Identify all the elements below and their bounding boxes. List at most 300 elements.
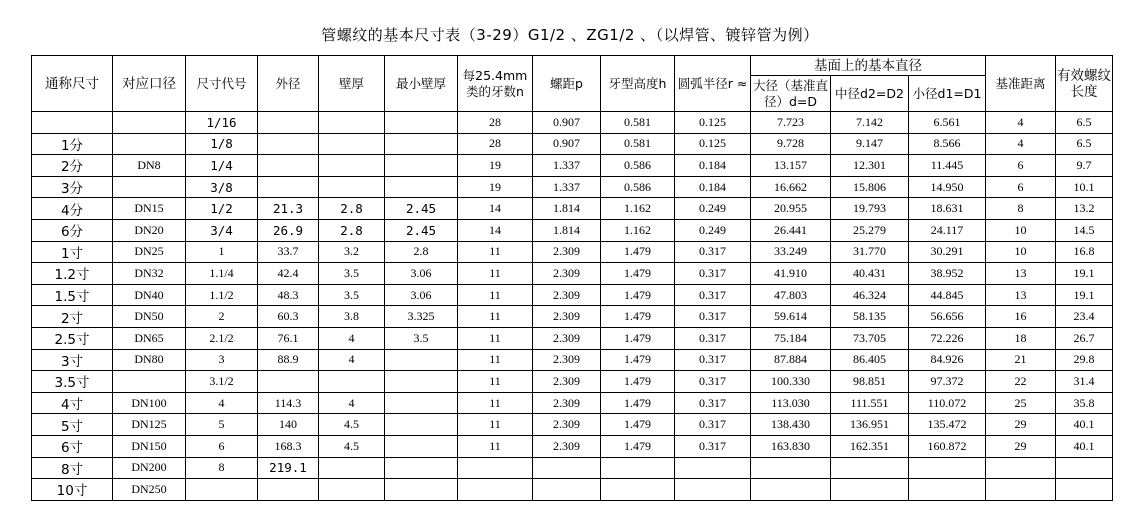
- cell-outer-diameter: 26.9: [258, 219, 319, 241]
- cell-pitch-diameter: 73.705: [831, 327, 909, 349]
- cell-pitch: 1.337: [533, 155, 601, 177]
- cell-major-diameter: 163.830: [751, 435, 831, 457]
- cell-pitch: 1.814: [533, 198, 601, 220]
- cell-reference-distance: 29: [986, 414, 1056, 436]
- cell-arc-radius: 0.317: [675, 284, 751, 306]
- header-basic-diameter-group: 基面上的基本直径: [751, 56, 986, 76]
- cell-dn: DN25: [113, 241, 186, 263]
- cell-dn: DN40: [113, 284, 186, 306]
- cell-dn: DN15: [113, 198, 186, 220]
- cell-arc-radius: 0.317: [675, 371, 751, 393]
- cell-pitch-diameter: 7.142: [831, 112, 909, 134]
- cell-outer-diameter: 219.1: [258, 457, 319, 479]
- cell-nominal-size: 3.5寸: [32, 371, 113, 393]
- cell-reference-distance: 29: [986, 435, 1056, 457]
- cell-major-diameter: 113.030: [751, 392, 831, 414]
- cell-pitch-diameter: 111.551: [831, 392, 909, 414]
- cell-arc-radius: [675, 479, 751, 501]
- cell-wall-thickness: 4: [319, 327, 385, 349]
- cell-dn: DN50: [113, 306, 186, 328]
- cell-minor-diameter: 84.926: [909, 349, 986, 371]
- cell-minor-diameter: 14.950: [909, 176, 986, 198]
- cell-pitch-diameter: 9.147: [831, 133, 909, 155]
- cell-nominal-size: 1.5寸: [32, 284, 113, 306]
- cell-arc-radius: 0.317: [675, 349, 751, 371]
- cell-arc-radius: 0.317: [675, 306, 751, 328]
- cell-effective-length: 19.1: [1056, 263, 1113, 285]
- header-min-wall: 最小壁厚: [385, 56, 458, 112]
- header-nominal-size: 通称尺寸: [32, 56, 113, 112]
- header-wall-thickness: 壁厚: [319, 56, 385, 112]
- cell-pitch: 1.814: [533, 219, 601, 241]
- cell-reference-distance: 10: [986, 241, 1056, 263]
- header-arc-radius: 圆弧半径r ≈: [675, 56, 751, 112]
- cell-major-diameter: [751, 457, 831, 479]
- cell-pitch-diameter: 40.431: [831, 263, 909, 285]
- cell-dn: DN20: [113, 219, 186, 241]
- thread-table-container: [31, 55, 1113, 501]
- cell-major-diameter: 20.955: [751, 198, 831, 220]
- cell-size-code: 3/4: [186, 219, 258, 241]
- cell-major-diameter: 87.884: [751, 349, 831, 371]
- cell-effective-length: 13.2: [1056, 198, 1113, 220]
- cell-size-code: 4: [186, 392, 258, 414]
- cell-outer-diameter: [258, 479, 319, 501]
- cell-size-code: 2: [186, 306, 258, 328]
- cell-wall-thickness: [319, 457, 385, 479]
- cell-nominal-size: 6寸: [32, 435, 113, 457]
- cell-arc-radius: 0.317: [675, 392, 751, 414]
- cell-outer-diameter: [258, 112, 319, 134]
- cell-nominal-size: 10寸: [32, 479, 113, 501]
- cell-arc-radius: 0.317: [675, 435, 751, 457]
- cell-reference-distance: 13: [986, 263, 1056, 285]
- cell-size-code: 1.1/2: [186, 284, 258, 306]
- cell-size-code: 1: [186, 241, 258, 263]
- table-row: [32, 198, 1113, 220]
- cell-min-wall: [385, 155, 458, 177]
- cell-nominal-size: 3寸: [32, 349, 113, 371]
- cell-pitch-diameter: 136.951: [831, 414, 909, 436]
- cell-size-code: 2.1/2: [186, 327, 258, 349]
- cell-pitch-diameter: 58.135: [831, 306, 909, 328]
- cell-nominal-size: 1寸: [32, 241, 113, 263]
- cell-thread-height: 0.581: [601, 133, 675, 155]
- cell-teeth-count: 28: [458, 112, 533, 134]
- cell-min-wall: [385, 435, 458, 457]
- cell-thread-height: [601, 457, 675, 479]
- cell-major-diameter: [751, 479, 831, 501]
- table-title: 管螺纹的基本尺寸表（3-29）G1/2 、ZG1/2 、（以焊管、镀锌管为例）: [321, 26, 819, 44]
- cell-pitch-diameter: 15.806: [831, 176, 909, 198]
- cell-pitch-diameter: 98.851: [831, 371, 909, 393]
- cell-dn: DN100: [113, 392, 186, 414]
- cell-outer-diameter: 48.3: [258, 284, 319, 306]
- table-row: [32, 133, 1113, 155]
- cell-thread-height: 1.479: [601, 263, 675, 285]
- cell-pitch: 2.309: [533, 306, 601, 328]
- cell-wall-thickness: [319, 479, 385, 501]
- cell-effective-length: [1056, 457, 1113, 479]
- cell-reference-distance: 8: [986, 198, 1056, 220]
- cell-pitch-diameter: [831, 457, 909, 479]
- header-size-code: 尺寸代号: [186, 56, 258, 112]
- cell-teeth-count: 11: [458, 263, 533, 285]
- cell-major-diameter: 75.184: [751, 327, 831, 349]
- cell-pitch: [533, 457, 601, 479]
- cell-outer-diameter: [258, 371, 319, 393]
- header-thread-height: 牙型高度h: [601, 56, 675, 112]
- cell-thread-height: [601, 479, 675, 501]
- cell-arc-radius: 0.249: [675, 198, 751, 220]
- cell-arc-radius: 0.125: [675, 133, 751, 155]
- table-row: [32, 414, 1113, 436]
- cell-minor-diameter: 6.561: [909, 112, 986, 134]
- table-row: [32, 479, 1113, 501]
- cell-dn: DN8: [113, 155, 186, 177]
- cell-thread-height: 1.162: [601, 198, 675, 220]
- cell-teeth-count: 11: [458, 327, 533, 349]
- cell-minor-diameter: [909, 457, 986, 479]
- cell-wall-thickness: [319, 155, 385, 177]
- table-row: [32, 457, 1113, 479]
- cell-effective-length: 10.1: [1056, 176, 1113, 198]
- cell-effective-length: 31.4: [1056, 371, 1113, 393]
- cell-dn: DN65: [113, 327, 186, 349]
- cell-size-code: 1/2: [186, 198, 258, 220]
- cell-nominal-size: 4分: [32, 198, 113, 220]
- cell-size-code: 1/8: [186, 133, 258, 155]
- cell-size-code: 6: [186, 435, 258, 457]
- cell-reference-distance: [986, 479, 1056, 501]
- cell-pitch-diameter: 12.301: [831, 155, 909, 177]
- cell-pitch: 1.337: [533, 176, 601, 198]
- cell-outer-diameter: 42.4: [258, 263, 319, 285]
- cell-pitch-diameter: 46.324: [831, 284, 909, 306]
- table-row: [32, 176, 1113, 198]
- cell-teeth-count: 11: [458, 306, 533, 328]
- cell-effective-length: 19.1: [1056, 284, 1113, 306]
- cell-reference-distance: 6: [986, 155, 1056, 177]
- cell-dn: [113, 133, 186, 155]
- cell-min-wall: [385, 349, 458, 371]
- cell-outer-diameter: 21.3: [258, 198, 319, 220]
- cell-thread-height: 1.479: [601, 435, 675, 457]
- cell-dn: DN80: [113, 349, 186, 371]
- cell-wall-thickness: 3.5: [319, 263, 385, 285]
- cell-wall-thickness: 3.5: [319, 284, 385, 306]
- cell-effective-length: 6.5: [1056, 112, 1113, 134]
- cell-arc-radius: 0.125: [675, 112, 751, 134]
- cell-min-wall: [385, 112, 458, 134]
- cell-teeth-count: 19: [458, 176, 533, 198]
- cell-teeth-count: 11: [458, 284, 533, 306]
- cell-teeth-count: 11: [458, 349, 533, 371]
- cell-pitch: 2.309: [533, 371, 601, 393]
- cell-size-code: 3: [186, 349, 258, 371]
- cell-pitch: 2.309: [533, 349, 601, 371]
- cell-size-code: [186, 479, 258, 501]
- cell-pitch: [533, 479, 601, 501]
- cell-thread-height: 1.479: [601, 306, 675, 328]
- cell-outer-diameter: 168.3: [258, 435, 319, 457]
- cell-major-diameter: 9.728: [751, 133, 831, 155]
- cell-min-wall: [385, 392, 458, 414]
- cell-effective-length: 23.4: [1056, 306, 1113, 328]
- cell-effective-length: 35.8: [1056, 392, 1113, 414]
- cell-wall-thickness: [319, 133, 385, 155]
- cell-major-diameter: 100.330: [751, 371, 831, 393]
- table-row: [32, 371, 1113, 393]
- cell-thread-height: 1.479: [601, 241, 675, 263]
- cell-dn: [113, 112, 186, 134]
- header-pitch-diameter: 中径d2=D2: [831, 76, 909, 112]
- cell-effective-length: [1056, 479, 1113, 501]
- cell-size-code: 3/8: [186, 176, 258, 198]
- cell-min-wall: [385, 414, 458, 436]
- cell-teeth-count: 11: [458, 241, 533, 263]
- cell-min-wall: 3.06: [385, 284, 458, 306]
- cell-nominal-size: 1.2寸: [32, 263, 113, 285]
- cell-dn: [113, 176, 186, 198]
- cell-arc-radius: [675, 457, 751, 479]
- cell-teeth-count: 11: [458, 435, 533, 457]
- table-row: [32, 263, 1113, 285]
- cell-nominal-size: 6分: [32, 219, 113, 241]
- cell-thread-height: 1.479: [601, 327, 675, 349]
- cell-wall-thickness: 3.8: [319, 306, 385, 328]
- header-outer-diameter: 外径: [258, 56, 319, 112]
- header-effective-length: 有效螺纹长度: [1056, 56, 1113, 112]
- cell-minor-diameter: 8.566: [909, 133, 986, 155]
- cell-minor-diameter: 44.845: [909, 284, 986, 306]
- cell-min-wall: [385, 133, 458, 155]
- cell-thread-height: 1.479: [601, 349, 675, 371]
- cell-min-wall: 3.5: [385, 327, 458, 349]
- cell-pitch: 0.907: [533, 112, 601, 134]
- table-row: [32, 392, 1113, 414]
- table-row: [32, 241, 1113, 263]
- cell-wall-thickness: 3.2: [319, 241, 385, 263]
- cell-effective-length: 29.8: [1056, 349, 1113, 371]
- cell-wall-thickness: 2.8: [319, 219, 385, 241]
- cell-wall-thickness: [319, 112, 385, 134]
- header-minor-diameter: 小径d1=D1: [909, 76, 986, 112]
- cell-major-diameter: 47.803: [751, 284, 831, 306]
- thread-dimension-table: [31, 55, 1113, 501]
- cell-outer-diameter: 76.1: [258, 327, 319, 349]
- cell-pitch: 2.309: [533, 392, 601, 414]
- cell-minor-diameter: 18.631: [909, 198, 986, 220]
- cell-thread-height: 0.586: [601, 155, 675, 177]
- cell-nominal-size: 1分: [32, 133, 113, 155]
- cell-thread-height: 0.581: [601, 112, 675, 134]
- cell-dn: DN32: [113, 263, 186, 285]
- cell-teeth-count: 14: [458, 198, 533, 220]
- cell-teeth-count: 28: [458, 133, 533, 155]
- cell-nominal-size: 2.5寸: [32, 327, 113, 349]
- cell-thread-height: 1.162: [601, 219, 675, 241]
- cell-wall-thickness: 4.5: [319, 414, 385, 436]
- cell-outer-diameter: 114.3: [258, 392, 319, 414]
- table-body: [32, 112, 1113, 501]
- cell-pitch-diameter: 31.770: [831, 241, 909, 263]
- cell-teeth-count: 11: [458, 414, 533, 436]
- cell-arc-radius: 0.317: [675, 263, 751, 285]
- cell-nominal-size: 4寸: [32, 392, 113, 414]
- cell-arc-radius: 0.184: [675, 155, 751, 177]
- cell-pitch: 2.309: [533, 241, 601, 263]
- cell-major-diameter: 13.157: [751, 155, 831, 177]
- cell-pitch: 2.309: [533, 284, 601, 306]
- table-row: [32, 327, 1113, 349]
- cell-arc-radius: 0.184: [675, 176, 751, 198]
- cell-dn: DN125: [113, 414, 186, 436]
- cell-min-wall: 2.8: [385, 241, 458, 263]
- cell-thread-height: 1.479: [601, 284, 675, 306]
- cell-wall-thickness: [319, 176, 385, 198]
- cell-teeth-count: [458, 479, 533, 501]
- cell-nominal-size: 2分: [32, 155, 113, 177]
- cell-arc-radius: 0.317: [675, 414, 751, 436]
- cell-pitch: 2.309: [533, 327, 601, 349]
- cell-pitch-diameter: [831, 479, 909, 501]
- cell-min-wall: [385, 176, 458, 198]
- cell-minor-diameter: 24.117: [909, 219, 986, 241]
- table-row: [32, 284, 1113, 306]
- cell-wall-thickness: 4: [319, 392, 385, 414]
- cell-major-diameter: 41.910: [751, 263, 831, 285]
- cell-pitch-diameter: 86.405: [831, 349, 909, 371]
- cell-effective-length: 14.5: [1056, 219, 1113, 241]
- cell-effective-length: 40.1: [1056, 435, 1113, 457]
- table-row: [32, 306, 1113, 328]
- cell-effective-length: 9.7: [1056, 155, 1113, 177]
- cell-min-wall: [385, 457, 458, 479]
- cell-outer-diameter: 88.9: [258, 349, 319, 371]
- cell-reference-distance: 21: [986, 349, 1056, 371]
- cell-dn: DN200: [113, 457, 186, 479]
- cell-minor-diameter: 72.226: [909, 327, 986, 349]
- header-reference-distance: 基准距离: [986, 56, 1056, 112]
- cell-outer-diameter: [258, 176, 319, 198]
- cell-effective-length: 6.5: [1056, 133, 1113, 155]
- cell-nominal-size: [32, 112, 113, 134]
- cell-reference-distance: 10: [986, 219, 1056, 241]
- cell-teeth-count: [458, 457, 533, 479]
- cell-effective-length: 40.1: [1056, 414, 1113, 436]
- cell-outer-diameter: 60.3: [258, 306, 319, 328]
- cell-major-diameter: 33.249: [751, 241, 831, 263]
- cell-pitch: 2.309: [533, 263, 601, 285]
- cell-size-code: 5: [186, 414, 258, 436]
- cell-reference-distance: 22: [986, 371, 1056, 393]
- cell-nominal-size: 3分: [32, 176, 113, 198]
- header-teeth-count: 每25.4mm类的牙数n: [458, 56, 533, 112]
- cell-minor-diameter: 38.952: [909, 263, 986, 285]
- cell-teeth-count: 11: [458, 392, 533, 414]
- cell-size-code: 3.1/2: [186, 371, 258, 393]
- cell-reference-distance: 16: [986, 306, 1056, 328]
- cell-nominal-size: 5寸: [32, 414, 113, 436]
- cell-effective-length: 16.8: [1056, 241, 1113, 263]
- table-row: [32, 112, 1113, 134]
- cell-min-wall: 3.325: [385, 306, 458, 328]
- cell-min-wall: 2.45: [385, 219, 458, 241]
- cell-pitch-diameter: 25.279: [831, 219, 909, 241]
- cell-pitch: 0.907: [533, 133, 601, 155]
- cell-size-code: 1/16: [186, 112, 258, 134]
- table-row: [32, 435, 1113, 457]
- cell-nominal-size: 2寸: [32, 306, 113, 328]
- cell-outer-diameter: 33.7: [258, 241, 319, 263]
- cell-min-wall: 2.45: [385, 198, 458, 220]
- cell-outer-diameter: [258, 155, 319, 177]
- cell-size-code: 1.1/4: [186, 263, 258, 285]
- cell-major-diameter: 26.441: [751, 219, 831, 241]
- cell-reference-distance: 4: [986, 112, 1056, 134]
- cell-thread-height: 0.586: [601, 176, 675, 198]
- cell-arc-radius: 0.317: [675, 327, 751, 349]
- cell-wall-thickness: [319, 371, 385, 393]
- cell-reference-distance: 6: [986, 176, 1056, 198]
- cell-arc-radius: 0.317: [675, 241, 751, 263]
- table-row: [32, 219, 1113, 241]
- cell-teeth-count: 19: [458, 155, 533, 177]
- cell-minor-diameter: [909, 479, 986, 501]
- header-dn: 对应口径: [113, 56, 186, 112]
- cell-reference-distance: 18: [986, 327, 1056, 349]
- cell-pitch: 2.309: [533, 435, 601, 457]
- table-row: [32, 155, 1113, 177]
- cell-min-wall: [385, 479, 458, 501]
- cell-major-diameter: 138.430: [751, 414, 831, 436]
- cell-reference-distance: 13: [986, 284, 1056, 306]
- header-pitch: 螺距p: [533, 56, 601, 112]
- cell-minor-diameter: 11.445: [909, 155, 986, 177]
- cell-effective-length: 26.7: [1056, 327, 1113, 349]
- cell-teeth-count: 11: [458, 371, 533, 393]
- cell-wall-thickness: 2.8: [319, 198, 385, 220]
- cell-minor-diameter: 97.372: [909, 371, 986, 393]
- cell-pitch-diameter: 162.351: [831, 435, 909, 457]
- cell-pitch-diameter: 19.793: [831, 198, 909, 220]
- cell-minor-diameter: 135.472: [909, 414, 986, 436]
- header-major-diameter: 大径（基准直径）d=D: [751, 76, 831, 112]
- cell-minor-diameter: 56.656: [909, 306, 986, 328]
- cell-thread-height: 1.479: [601, 371, 675, 393]
- cell-size-code: 8: [186, 457, 258, 479]
- cell-arc-radius: 0.249: [675, 219, 751, 241]
- cell-nominal-size: 8寸: [32, 457, 113, 479]
- cell-major-diameter: 7.723: [751, 112, 831, 134]
- cell-wall-thickness: 4.5: [319, 435, 385, 457]
- table-row: [32, 349, 1113, 371]
- cell-minor-diameter: 30.291: [909, 241, 986, 263]
- cell-major-diameter: 59.614: [751, 306, 831, 328]
- cell-size-code: 1/4: [186, 155, 258, 177]
- cell-major-diameter: 16.662: [751, 176, 831, 198]
- cell-thread-height: 1.479: [601, 392, 675, 414]
- cell-pitch: 2.309: [533, 414, 601, 436]
- cell-dn: [113, 371, 186, 393]
- cell-dn: DN150: [113, 435, 186, 457]
- cell-reference-distance: 4: [986, 133, 1056, 155]
- cell-thread-height: 1.479: [601, 414, 675, 436]
- cell-dn: DN250: [113, 479, 186, 501]
- cell-reference-distance: 25: [986, 392, 1056, 414]
- cell-min-wall: 3.06: [385, 263, 458, 285]
